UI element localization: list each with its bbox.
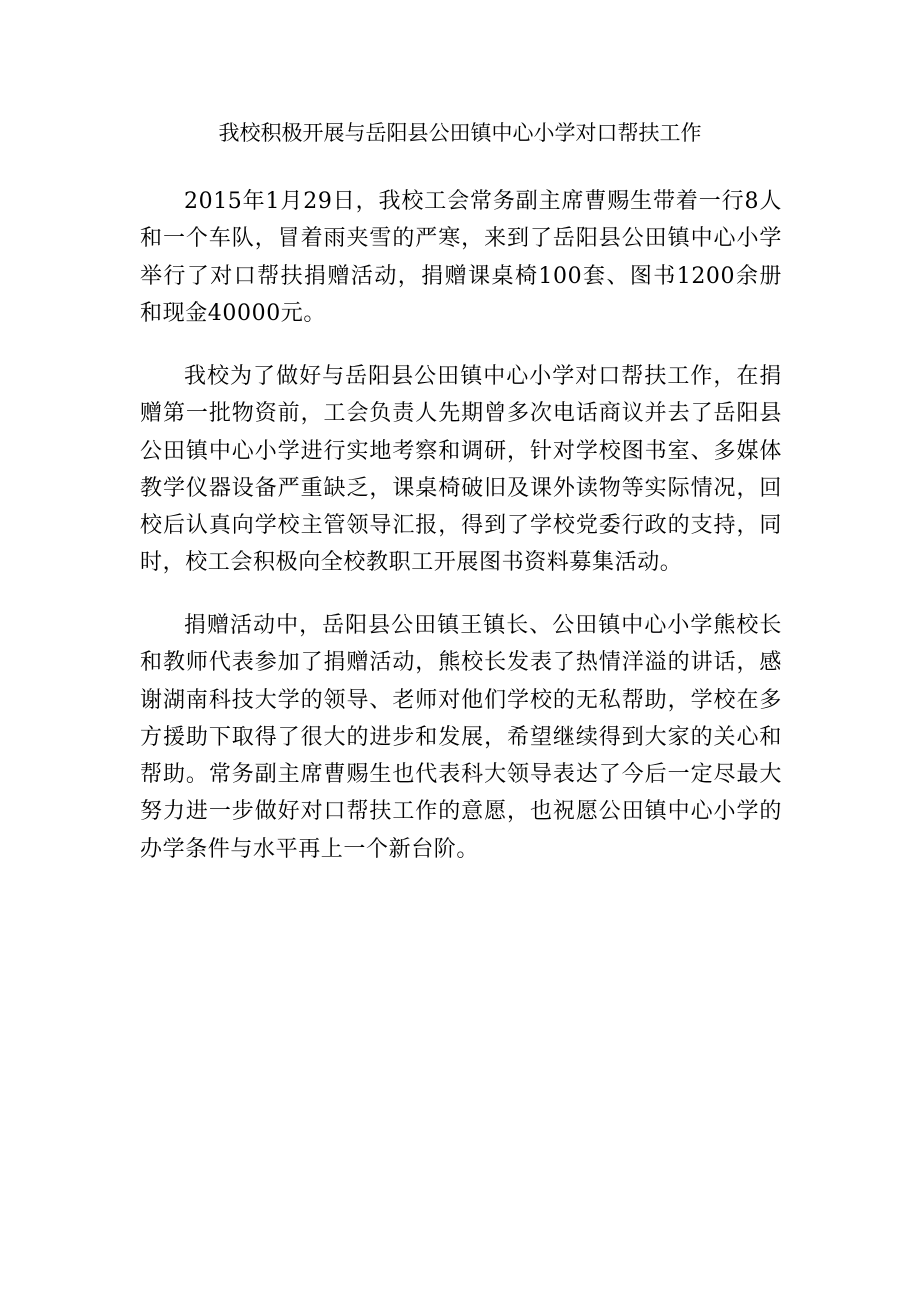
document-title: 我校积极开展与岳阳县公田镇中心小学对口帮扶工作: [218, 121, 702, 145]
paragraph-donation-event: 2015年1月29日，我校工会常务副主席曹赐生带着一行8人和一个车队，冒着雨夹雪的严寒，来到了岳阳县公田镇中心小学举行了对口帮扶捐赠活动，捐赠课桌椅100套、图书1200余册和现金40000元。: [140, 189, 782, 326]
paragraph-ceremony-speeches: 捐赠活动中，岳阳县公田镇王镇长、公田镇中心小学熊校长和教师代表参加了捐赠活动，熊校长发表了热情洋溢的讲话，感谢湖南科技大学的领导、老师对他们学校的无私帮助，学校在多方援助下取得了很大的进步和发展，希望继续得到大家的关心和帮助。常务副主席曹赐生也代表科大领导表达了今后一定尽最大努力进一步做好对口帮扶工作的意愿，也祝愿公田镇中心小学的办学条件与水平再上一个新台阶。: [140, 613, 782, 862]
paragraph-preparation-work: 我校为了做好与岳阳县公田镇中心小学对口帮扶工作，在捐赠第一批物资前，工会负责人先期曾多次电话商议并去了岳阳县公田镇中心小学进行实地考察和调研，针对学校图书室、多媒体教学仪器设备严重缺乏，课桌椅破旧及课外读物等实际情况，回校后认真向学校主管领导汇报，得到了学校党委行政的支持，同时，校工会积极向全校教职工开展图书资料募集活动。: [140, 364, 782, 576]
